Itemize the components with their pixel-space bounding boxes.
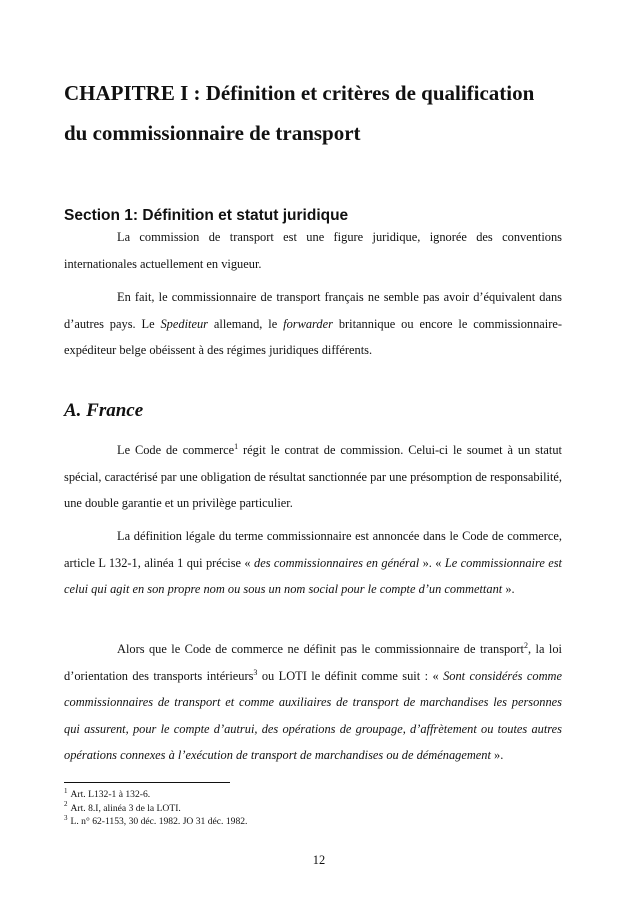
footnote-3 xyxy=(64,815,464,829)
footnote-3-number: 3 xyxy=(64,813,68,822)
paragraph-5 xyxy=(64,636,562,769)
paragraph-2-text-b: allemand, le xyxy=(207,316,284,331)
footnote-1-text: Art. L132-1 à 132-6. xyxy=(70,789,151,800)
paragraph-3-text-a: Le Code de commerce xyxy=(117,443,235,457)
paragraph-5-text-c: ou LOTI le définit comme suit : « xyxy=(257,668,444,683)
footnote-separator xyxy=(64,782,230,783)
paragraph-2 xyxy=(64,284,562,364)
paragraph-4 xyxy=(64,523,562,603)
footnote-ref-2: 2 xyxy=(524,640,528,650)
chapter-title-line-1: CHAPITRE I : Définition et critères de qualification xyxy=(64,81,535,105)
paragraph-2-emphasis-forwarder: forwarder xyxy=(283,316,333,331)
footnote-1 xyxy=(64,788,464,802)
paragraph-5-text-d: ». xyxy=(490,748,504,763)
section-title: Section 1: Définition et statut juridique xyxy=(64,207,349,224)
paragraph-1 xyxy=(64,224,562,277)
paragraph-4-emphasis-2: Le commissionnaire est celui qui agit en son propre nom ou sous un nom social pour le compte d’un commettant xyxy=(64,555,562,597)
footnote-2 xyxy=(64,802,464,816)
paragraph-2-text-c: britannique ou encore le commissionnaire-expéditeur belge obéissent à des régimes juridiques différents. xyxy=(64,316,563,358)
paragraph-4-emphasis-1: des commissionnaires en général xyxy=(254,555,420,570)
subheading-france: A. France xyxy=(64,400,144,421)
paragraph-3-text-b: régit le contrat de commission. Celui-ci le soumet à un statut spécial, caractérisé par une obligation de résultat sanctionnée par une présomption de responsabilité, une double garantie et un privilège particulier. xyxy=(64,443,562,511)
paragraph-5-text-a: Alors que le Code de commerce ne définit pas le commissionnaire de transport xyxy=(117,642,524,656)
footnote-2-number: 2 xyxy=(64,800,68,809)
paragraph-1-text: La commission de transport est une figure juridique, ignorée des conventions internationales actuellement en vigueur. xyxy=(64,230,562,271)
footnote-ref-3: 3 xyxy=(253,667,258,677)
paragraph-4-text-a: La définition légale du terme commissionnaire est annoncée dans le Code de commerce, article L 132-1, alinéa 1 qui précise « xyxy=(64,529,562,570)
paragraph-4-text-c: ». xyxy=(502,582,515,597)
paragraph-2-emphasis-spediteur: Spediteur xyxy=(160,316,208,331)
page-number: 12 xyxy=(312,853,326,867)
footnotes-list xyxy=(64,788,464,829)
footnote-ref-1: 1 xyxy=(234,441,239,451)
footnote-3-text: L. n° 62-1153, 30 déc. 1982. JO 31 déc. 1982. xyxy=(70,816,248,827)
paragraph-4-text-b: ». « xyxy=(419,555,445,570)
paragraph-2-text-a: En fait, le commissionnaire de transport français ne semble pas avoir d’équivalent dans d’autres pays. Le xyxy=(64,290,562,331)
paragraph-5-text-b: , la loi d’orientation des transports intérieurs xyxy=(64,642,563,683)
paragraph-3 xyxy=(64,437,562,517)
footnote-1-number: 1 xyxy=(64,786,68,795)
chapter-title-line-2: du commissionnaire de transport xyxy=(64,121,361,145)
paragraph-5-emphasis-quote: Sont considérés comme commissionnaires de transport et comme auxiliaires de transport de marchandises les personnes qui assurent, pour le compte d’autrui, des opérations de groupage, d’affrètement ou toutes autres opérations connexes à l’exécution de transport de marchandises ou de déménagement xyxy=(64,668,563,763)
chapter-title xyxy=(64,73,574,153)
footnote-2-text: Art. 8.I, alinéa 3 de la LOTI. xyxy=(70,802,181,814)
